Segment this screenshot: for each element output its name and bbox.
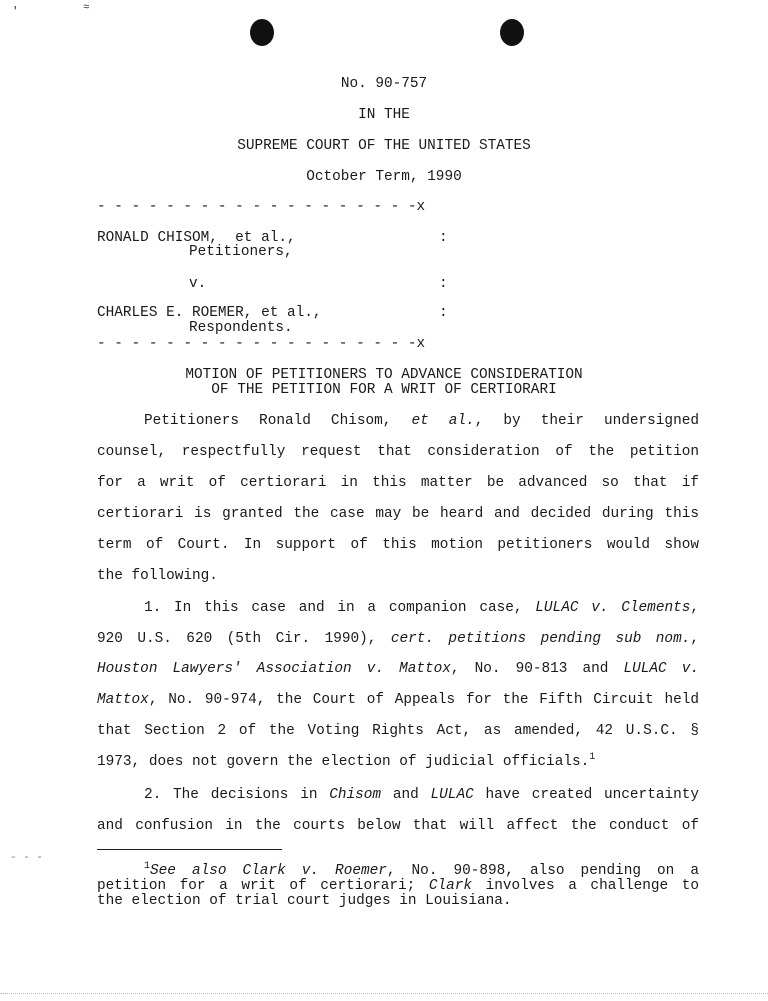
body-line: 2. The decisions in Chisom and LULAC have created uncertainty [144, 787, 700, 803]
body-line: Houston Lawyers' Association v. Mattox, No. 90-813 and LULAC v. [97, 661, 699, 677]
body-line: 920 U.S. 620 (5th Cir. 1990), cert. petitions pending sub nom., [97, 631, 699, 647]
respondent-role: Respondents. [189, 320, 293, 336]
body-line: Petitioners Ronald Chisom, et al., by their undersigned [144, 413, 699, 429]
body-line: Mattox, No. 90-974, the Court of Appeals for the Fifth Circuit held [97, 692, 699, 708]
caption-rule-bottom: - - - - - - - - - - - - - - - - - - -x [97, 336, 426, 352]
term-line: October Term, 1990 [306, 169, 462, 185]
caption-rule-top: - - - - - - - - - - - - - - - - - - -x [97, 199, 426, 215]
body-line: and confusion in the courts below that will affect the conduct of [97, 818, 699, 834]
caption-colon: : [439, 305, 448, 321]
body-line: for a writ of certiorari in this matter be advanced so that if [97, 475, 699, 491]
caption-colon: : [439, 276, 448, 292]
in-the-line: IN THE [358, 107, 410, 123]
punch-hole-right [500, 19, 524, 46]
petitioner-name: RONALD CHISOM, et al., [97, 230, 296, 246]
docket-number: No. 90-757 [340, 76, 428, 92]
body-line: counsel, respectfully request that consideration of the petition [97, 444, 699, 460]
footnote-mark: 1 [144, 861, 151, 872]
motion-title-line1: MOTION OF PETITIONERS TO ADVANCE CONSIDERATION [185, 367, 583, 383]
body-line: term of Court. In support of this motion petitioners would show [97, 537, 699, 553]
versus: v. [189, 276, 207, 292]
body-line: certiorari is granted the case may be heard and decided during this [97, 506, 699, 522]
body-line: 1. In this case and in a companion case, LULAC v. Clements, [144, 600, 699, 616]
scan-speck: ' [12, 6, 19, 18]
punch-hole-left [250, 19, 274, 46]
scan-speck: ≈ [83, 2, 90, 14]
body-line: 1973, does not govern the election of judicial officials.$^1$ [97, 752, 596, 770]
scan-noise-line [0, 993, 768, 994]
scan-speck: - - - [10, 852, 44, 864]
body-line: that Section 2 of the Voting Rights Act, as amended, 42 U.S.C. § [97, 723, 699, 739]
caption-colon: : [439, 230, 448, 246]
body-line: the following. [97, 568, 218, 584]
respondent-name: CHARLES E. ROEMER, et al., [97, 305, 322, 321]
petitioner-role: Petitioners, [189, 244, 293, 260]
motion-title-line2: OF THE PETITION FOR A WRIT OF CERTIORARI [211, 382, 557, 398]
court-name: SUPREME COURT OF THE UNITED STATES [237, 138, 531, 154]
footnote-ref: 1 [589, 752, 596, 763]
footnote: $^1$See also Clark v. Roemer, No. 90-898, also pending on a petition for a writ of certiorari; Clark involves a challenge to the election of trial court judges in Louisiana. [97, 861, 699, 909]
footnote-rule [97, 849, 282, 850]
